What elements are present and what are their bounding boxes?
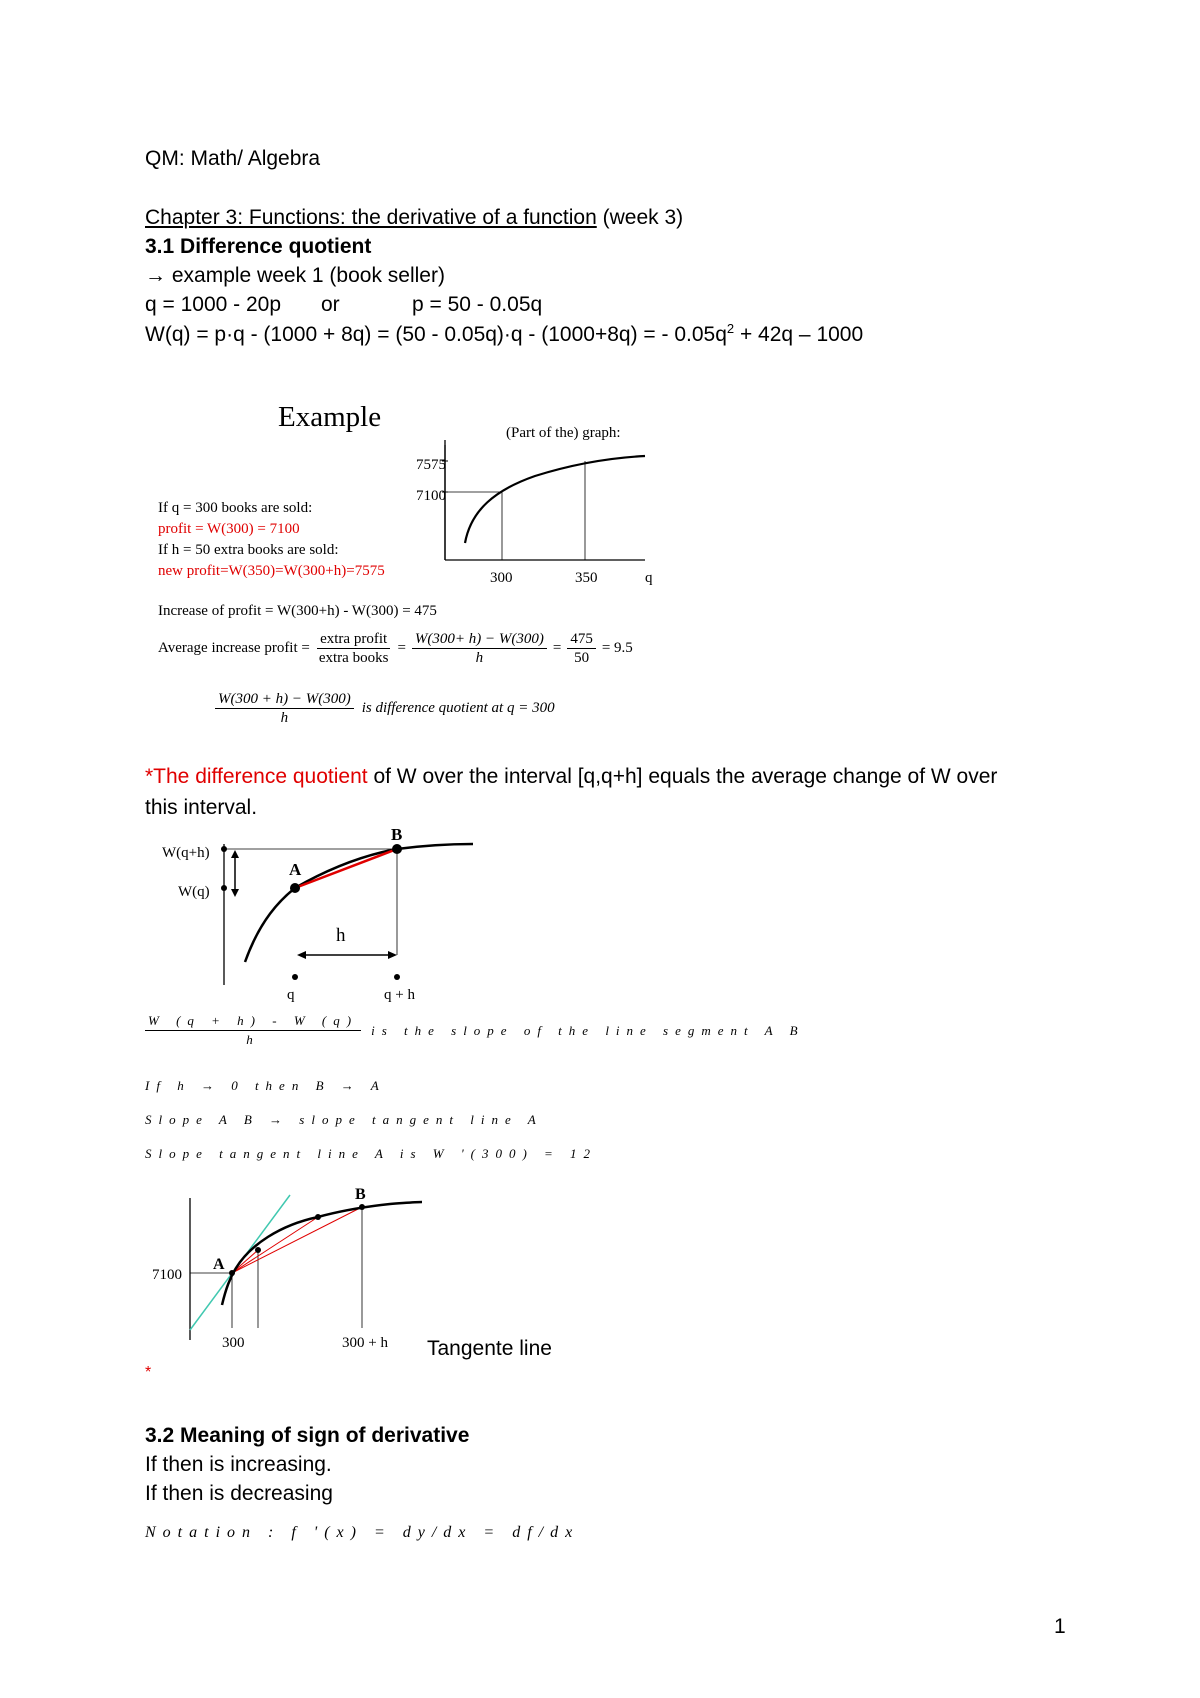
slope-segment-line (145, 1012, 805, 1049)
example-ref-line (145, 263, 445, 289)
label-wqh: W(q+h) (162, 845, 210, 861)
graph-caption: (Part of the) graph: (506, 425, 621, 441)
frac-w-num: W(300+ h) − W(300) (412, 630, 547, 649)
average-increase-line (158, 630, 633, 667)
dq-text: is difference quotient at q = 300 (361, 700, 555, 716)
label-qh: q + h (384, 987, 415, 1003)
section-32-title: 3.2 Meaning of sign of derivative (145, 1424, 470, 1447)
secant-2 (232, 1217, 318, 1273)
definition-line2: this interval. (145, 796, 258, 819)
slope-frac-den: h (246, 1032, 260, 1047)
tangent-x-tick-300h: 300 + h (342, 1335, 388, 1351)
red-star: * (145, 1364, 152, 1381)
section-31-title: 3.1 Difference quotient (145, 235, 372, 258)
frac-475-num: 475 (567, 630, 596, 649)
frac-w-den: h (475, 650, 484, 666)
frac-extra-den: extra books (318, 650, 389, 666)
demand-p: p = 50 - 0.05q (412, 293, 543, 316)
page-number: 1 (1054, 1615, 1066, 1638)
avg-label: Average increase profit = (158, 640, 310, 656)
point-a (290, 883, 300, 893)
secant-line (295, 849, 397, 888)
frac-475-den: 50 (574, 650, 590, 666)
new-profit-line: new profit=W(350)=W(300+h)=7575 (158, 563, 385, 579)
x-tick-350: 350 (575, 570, 598, 586)
profit-eq-part-a: W(q) = p·q - (1000 + 8q) = (50 - 0.05q)·q - (1000+8q) = - 0.05q (145, 323, 727, 346)
increase-profit: Increase of profit = W(300+h) - W(300) = 475 (158, 603, 437, 619)
secant-1 (232, 1207, 362, 1273)
example-ref: example week 1 (book seller) (171, 264, 445, 287)
tangent-label-b: B (355, 1186, 366, 1203)
slope-ab-line: Slope A B → slope tangent line A (145, 1112, 543, 1127)
label-q: q (287, 987, 295, 1003)
tangent-y-tick: 7100 (152, 1267, 182, 1283)
demand-q: q = 1000 - 20p (145, 293, 282, 316)
slope-frac-text: is the slope of the line segment A B (371, 1022, 805, 1038)
slope-fraction (145, 1012, 361, 1049)
eq-sign-1: = (397, 640, 406, 656)
if-extra-text: If h = 50 extra books are sold: (158, 542, 339, 558)
curve (245, 844, 473, 962)
limit-line: If h → 0 then B → A (145, 1078, 386, 1093)
definition-rest: of W over the interval [q,q+h] equals the average change of W over (367, 765, 998, 788)
dq-den: h (280, 710, 289, 726)
increasing-line: If then is increasing. (145, 1453, 332, 1476)
chapter-heading (145, 205, 683, 231)
difference-quotient-line (215, 690, 555, 727)
label-b: B (391, 825, 403, 844)
profit-line: profit = W(300) = 7100 (158, 521, 300, 537)
chapter-week: (week 3) (602, 206, 684, 229)
frac-w (412, 630, 547, 667)
decreasing-line: If then is decreasing (145, 1482, 333, 1505)
arrow-icon: → (145, 264, 166, 287)
label-a: A (289, 860, 302, 879)
tangent-caption: Tangente line (427, 1337, 552, 1360)
frac-475 (567, 630, 596, 667)
tangent-x-tick-300: 300 (222, 1335, 245, 1351)
notation-line: Notation : f '(x) = dy/dx = df/dx (145, 1524, 580, 1541)
dq-fraction (215, 690, 354, 727)
profit-eq-part-b: + 42q – 1000 (734, 323, 864, 346)
dq-num: W(300 + h) − W(300) (215, 690, 354, 709)
slope-tangent-line: Slope tangent line A is W '(300) = 12 (145, 1146, 598, 1161)
label-h: h (336, 925, 346, 946)
profit-curve (465, 456, 645, 543)
if-sold-text: If q = 300 books are sold: (158, 500, 313, 516)
frac-extra (316, 630, 392, 667)
label-wq: W(q) (178, 884, 210, 900)
profit-eq-exponent: 2 (726, 321, 735, 336)
tangent-label-a: A (213, 1256, 225, 1273)
y-tick-7575: 7575 (416, 457, 446, 473)
eq-sign-2: = (552, 640, 562, 656)
frac-extra-num: extra profit (317, 630, 390, 649)
or-text: or (321, 293, 340, 316)
chapter-title: Chapter 3: Functions: the derivative of a function (145, 206, 597, 229)
x-tick-q: q (645, 570, 653, 586)
example-title: Example (278, 401, 382, 433)
avg-result: = 9.5 (601, 640, 633, 656)
slope-frac-num: W (q + h) - W (q) (145, 1012, 361, 1031)
tangent-graph (150, 1180, 440, 1350)
definition-red: *The difference quotient (145, 765, 368, 788)
profit-equation (145, 322, 863, 348)
definition-line1 (145, 764, 997, 790)
curve (222, 1202, 422, 1305)
y-tick-7100: 7100 (416, 488, 446, 504)
course-title: QM: Math/ Algebra (145, 147, 321, 170)
x-tick-300: 300 (490, 570, 513, 586)
